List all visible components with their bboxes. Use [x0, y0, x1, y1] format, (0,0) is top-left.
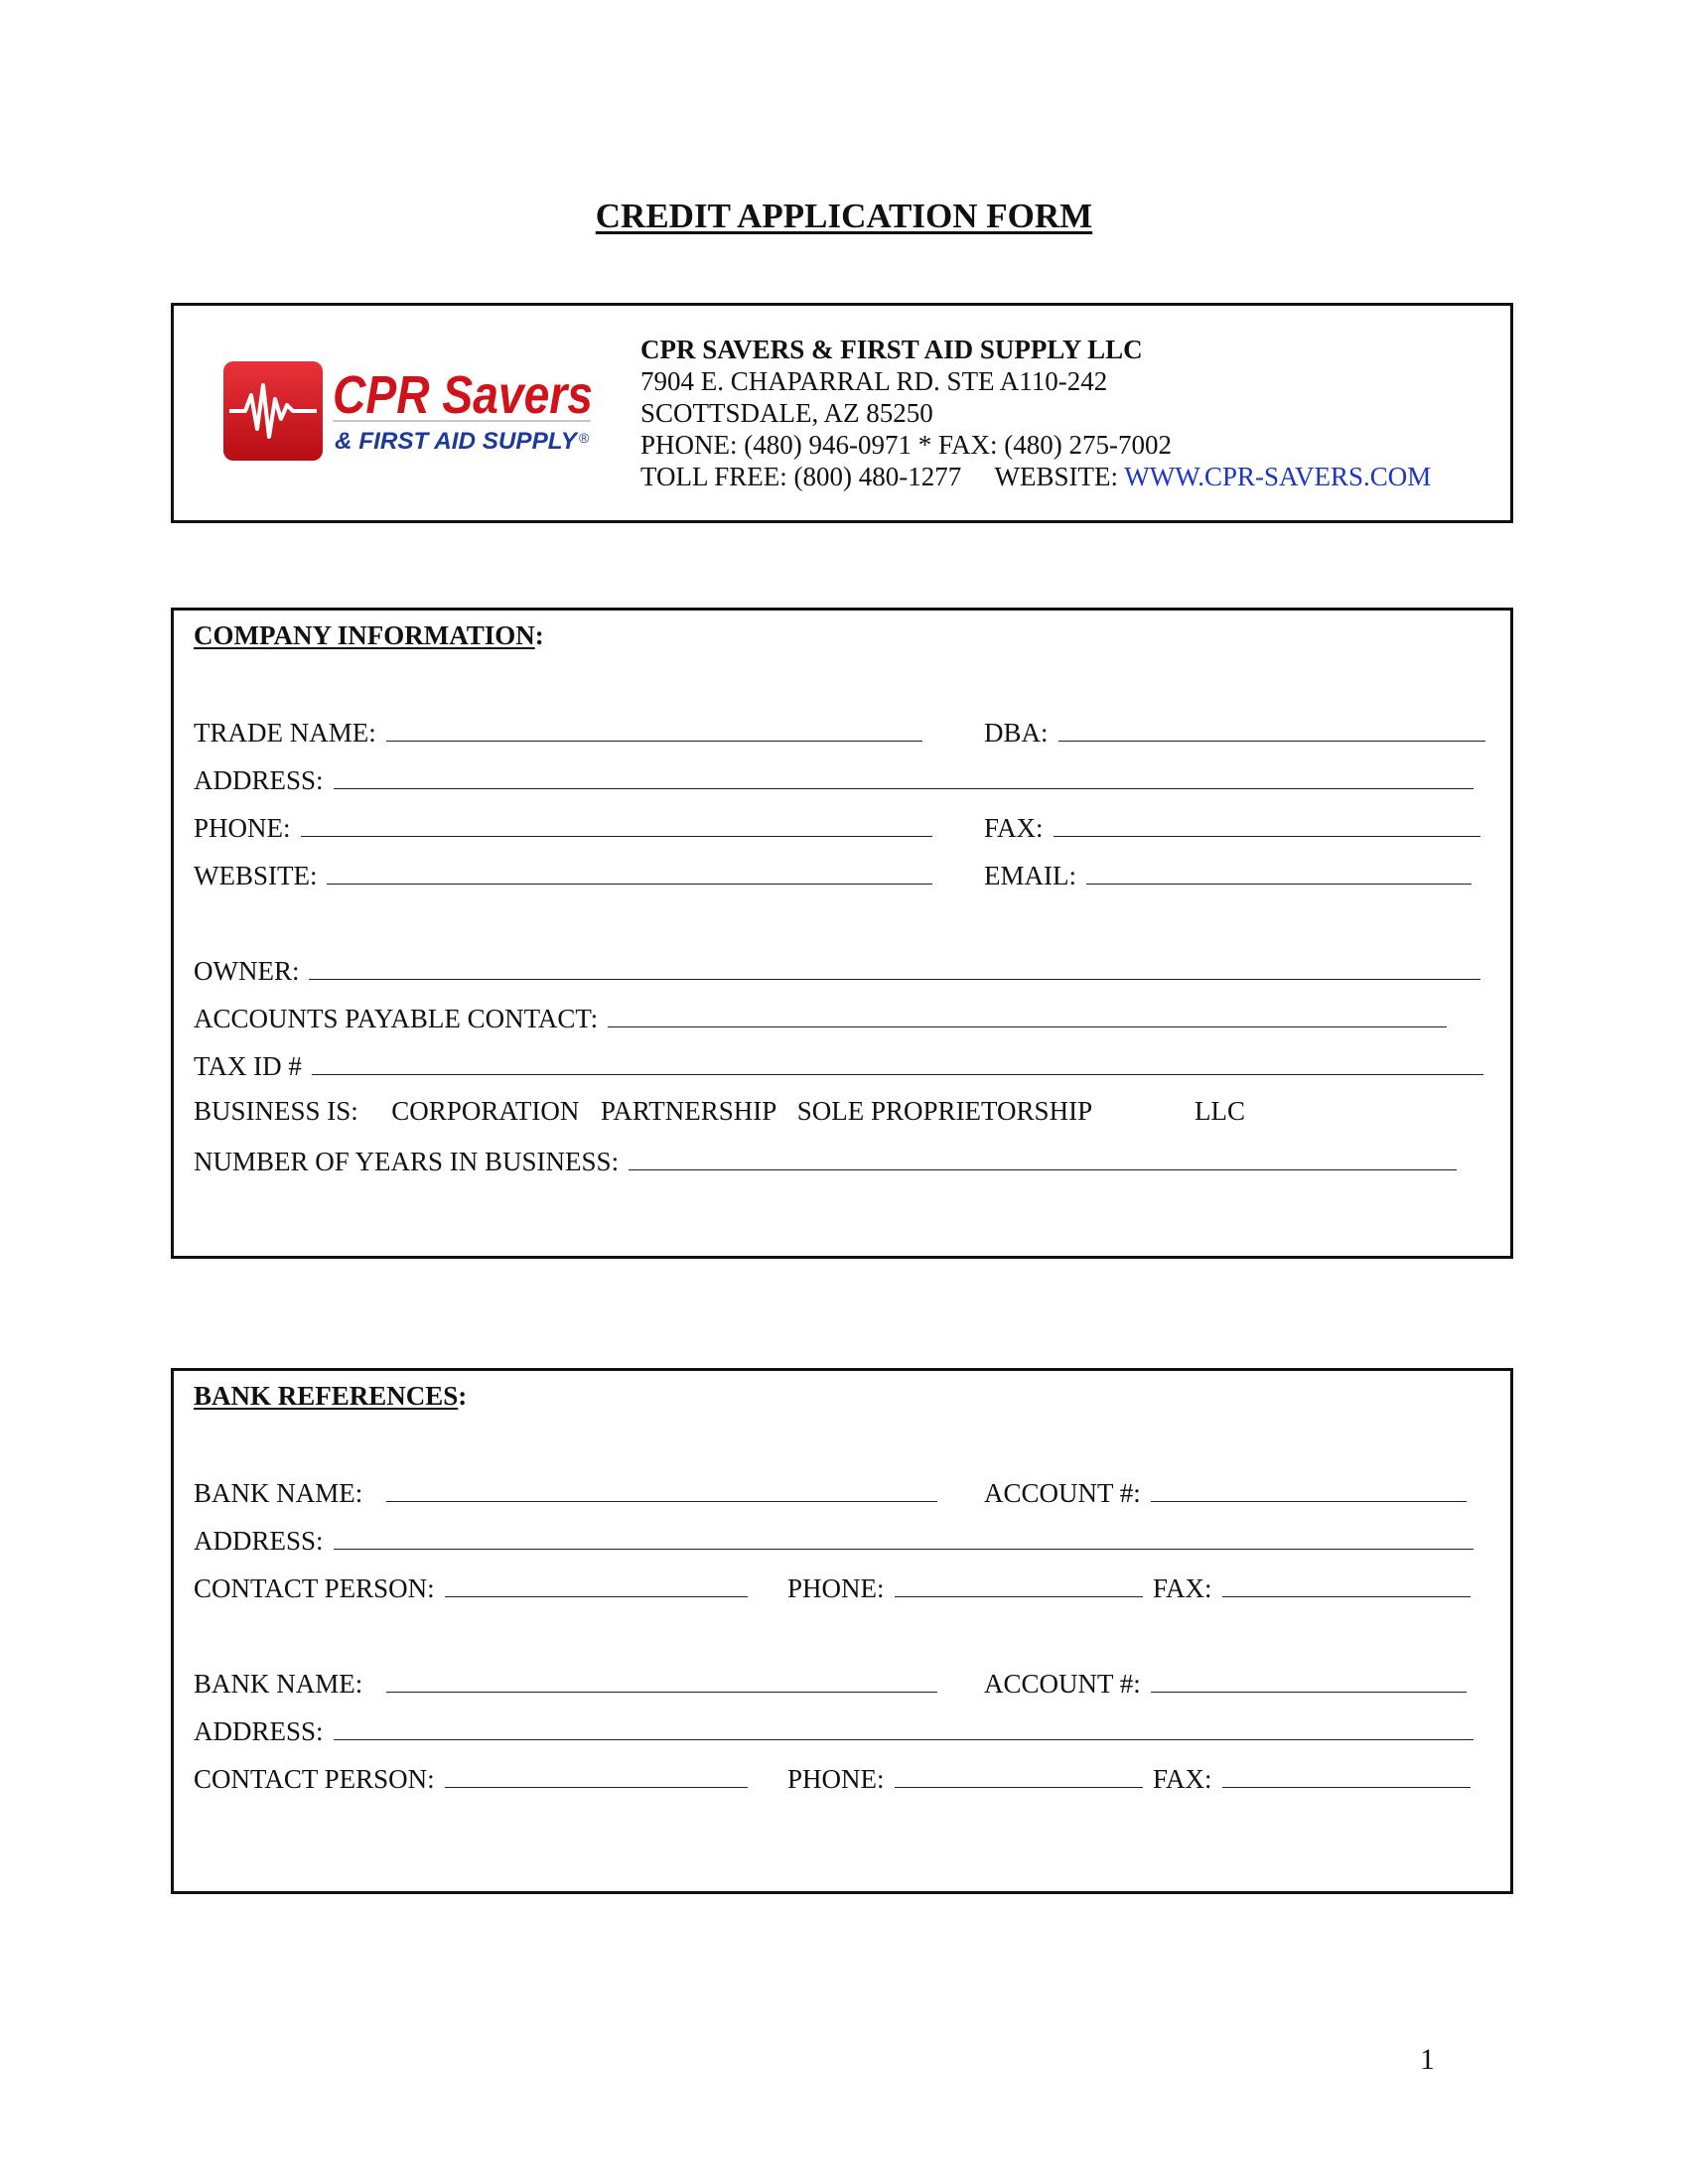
bank1-name-field: BANK NAME: — [194, 1475, 937, 1509]
tax-id-input[interactable] — [312, 1048, 1483, 1075]
bank2-contact-input[interactable] — [445, 1761, 748, 1788]
dba-field: DBA: — [984, 715, 1485, 749]
option-corporation[interactable]: CORPORATION — [391, 1096, 580, 1126]
svg-text:®: ® — [579, 430, 590, 446]
company-fax-field: FAX: — [984, 810, 1480, 844]
bank1-account-input[interactable] — [1151, 1475, 1467, 1502]
bank2-phone-input[interactable] — [895, 1761, 1143, 1788]
owner-input[interactable] — [309, 953, 1480, 980]
years-in-business-field: NUMBER OF YEARS IN BUSINESS: — [194, 1144, 1457, 1177]
address-line-2: SCOTTSDALE, AZ 85250 — [640, 398, 933, 428]
bank2-name-field: BANK NAME: — [194, 1666, 937, 1700]
bank1-fax-input[interactable] — [1222, 1570, 1471, 1597]
bank2-account-input[interactable] — [1151, 1666, 1467, 1693]
option-llc-wrap — [1195, 1096, 1245, 1127]
bank2-fax-field: FAX: — [1153, 1761, 1471, 1795]
bank2-address-field: ADDRESS: — [194, 1713, 1474, 1747]
svg-text:CPR Savers: CPR Savers — [333, 365, 593, 425]
trade-name-field: TRADE NAME: — [194, 715, 922, 749]
bank1-contact-input[interactable] — [445, 1570, 748, 1597]
toll-free-website — [640, 461, 1431, 492]
company-email-input[interactable] — [1086, 858, 1472, 885]
letterhead-box — [171, 303, 1513, 523]
bank1-account-field: ACCOUNT #: — [984, 1475, 1467, 1509]
bank2-name-input[interactable] — [386, 1666, 937, 1693]
company-information-section — [171, 608, 1513, 1259]
bank1-address-input[interactable] — [334, 1523, 1474, 1550]
business-type-row: BUSINESS IS: CORPORATION PARTNERSHIP SOLE PROPRIETORSHIP — [194, 1096, 1093, 1126]
phone-fax: PHONE: (480) 946-0971 * FAX: (480) 275-7002 — [640, 430, 1172, 460]
bank1-phone-input[interactable] — [895, 1570, 1143, 1597]
bank1-fax-field: FAX: — [1153, 1570, 1471, 1604]
svg-text:& FIRST AID SUPPLY: & FIRST AID SUPPLY — [335, 428, 580, 455]
trade-name-input[interactable] — [386, 715, 922, 742]
website-link[interactable]: WWW.CPR-SAVERS.COM — [1124, 462, 1432, 491]
bank-references-section — [171, 1368, 1513, 1894]
company-website-field: WEBSITE: — [194, 858, 932, 891]
website-label: WEBSITE: — [994, 462, 1118, 491]
address-line-1: 7904 E. CHAPARRAL RD. STE A110-242 — [640, 366, 1108, 396]
bank1-contact-field: CONTACT PERSON: — [194, 1570, 748, 1604]
tax-id-field: TAX ID # — [194, 1048, 1483, 1082]
bank2-phone-field: PHONE: — [787, 1761, 1143, 1795]
option-sole-proprietorship[interactable]: SOLE PROPRIETORSHIP — [796, 1096, 1093, 1126]
bank-references-heading: BANK REFERENCES: — [194, 1381, 468, 1411]
company-phone-input[interactable] — [301, 810, 932, 837]
company-phone-field: PHONE: — [194, 810, 932, 844]
company-email-field: EMAIL: — [984, 858, 1472, 891]
company-name: CPR SAVERS & FIRST AID SUPPLY LLC — [640, 335, 1143, 364]
page-number: 1 — [1420, 2043, 1435, 2076]
company-contact-block — [640, 334, 1431, 492]
company-address-input[interactable] — [334, 762, 1474, 789]
years-in-business-input[interactable] — [629, 1144, 1457, 1170]
option-llc[interactable]: LLC — [1195, 1096, 1245, 1126]
bank2-fax-input[interactable] — [1222, 1761, 1471, 1788]
ap-contact-input[interactable] — [608, 1001, 1447, 1027]
bank1-name-input[interactable] — [386, 1475, 937, 1502]
ap-contact-field: ACCOUNTS PAYABLE CONTACT: — [194, 1001, 1447, 1034]
toll-free: TOLL FREE: (800) 480-1277 — [640, 462, 962, 491]
company-fax-input[interactable] — [1054, 810, 1480, 837]
company-address-field: ADDRESS: — [194, 762, 1474, 796]
owner-field: OWNER: — [194, 953, 1480, 987]
company-info-heading: COMPANY INFORMATION: — [194, 620, 544, 650]
bank1-address-field: ADDRESS: — [194, 1523, 1474, 1557]
cpr-savers-logo — [221, 355, 599, 465]
bank2-address-input[interactable] — [334, 1713, 1474, 1740]
form-title: CREDIT APPLICATION FORM — [595, 197, 1093, 235]
bank2-account-field: ACCOUNT #: — [984, 1666, 1467, 1700]
company-website-input[interactable] — [327, 858, 932, 885]
bank2-contact-field: CONTACT PERSON: — [194, 1761, 748, 1795]
bank1-phone-field: PHONE: — [787, 1570, 1143, 1604]
dba-input[interactable] — [1058, 715, 1485, 742]
option-partnership[interactable]: PARTNERSHIP — [600, 1096, 776, 1126]
